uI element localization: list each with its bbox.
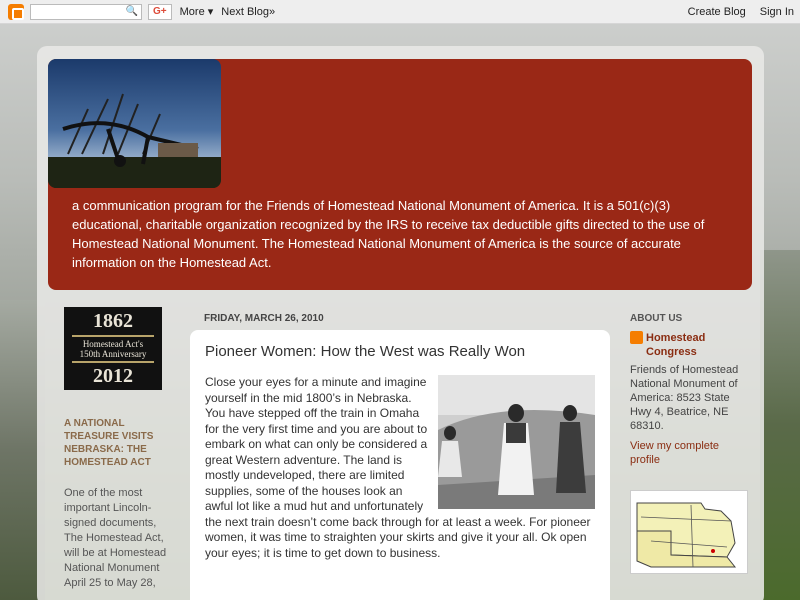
badge-line1: Homestead Act's bbox=[82, 339, 144, 349]
view-profile-link[interactable]: View my complete profile bbox=[630, 440, 720, 466]
header-plow-photo[interactable] bbox=[48, 59, 221, 188]
blogger-navbar bbox=[0, 0, 800, 24]
post-body bbox=[205, 375, 595, 561]
profile-description: Friends of Homestead National Monument of America: 8523 State Hwy 4, Beatrice, NE 68310. bbox=[630, 364, 739, 432]
anniversary-badge[interactable] bbox=[64, 307, 162, 390]
badge-year-top: 1862 bbox=[93, 310, 133, 332]
badge-line2: 150th Anniversary bbox=[79, 349, 147, 359]
about-us-heading: ABOUT US bbox=[630, 313, 683, 324]
search-icon[interactable]: 🔍 bbox=[125, 6, 138, 17]
post-body-text: Close your eyes for a minute and imagine yourself in the mid 1800’s in Nebraska. You have stepped off the train in Omaha for the very first time and you are about to embark on what can only be considered a great Western adventure. The land is mostly undeveloped, there are limited supplies, some of the houses look an awful lot like a mud hut and unfortunately the next train doesn’t come back through for at least a week. For pioneer women, it was time to straighten your skirts and give it your all. Ok open your eyes; it is time to get down to business. bbox=[205, 375, 591, 560]
profile-name-link[interactable]: Homestead Congress bbox=[646, 332, 706, 358]
badge-year-bottom: 2012 bbox=[93, 365, 133, 387]
background-trees-right bbox=[760, 250, 800, 600]
nebraska-map-image[interactable] bbox=[630, 490, 748, 574]
badge-divider bbox=[72, 361, 154, 363]
google-plus-button[interactable]: G+ bbox=[148, 4, 172, 20]
create-blog-link[interactable]: Create Blog bbox=[687, 5, 746, 18]
more-menu[interactable]: More ▾ bbox=[179, 6, 214, 18]
next-blog-link[interactable]: Next Blog» bbox=[221, 5, 276, 18]
sign-in-link[interactable]: Sign In bbox=[759, 5, 794, 18]
blogger-logo-icon[interactable] bbox=[8, 4, 24, 20]
sidebar-heading: A NATIONAL TREASURE VISITS NEBRASKA: THE HOMESTEAD ACT bbox=[64, 418, 154, 468]
sidebar-text: One of the most important Lincoln-signed documents, The Homestead Act, will be at Homestead National Monument April 25 to May 28, bbox=[64, 487, 167, 589]
post-date: FRIDAY, MARCH 26, 2010 bbox=[204, 313, 324, 324]
search-input[interactable] bbox=[30, 4, 142, 20]
blogger-profile-icon bbox=[630, 331, 643, 344]
badge-divider bbox=[72, 335, 154, 337]
blog-description: a communication program for the Friends of Homestead National Monument of America. It is a 501(c)(3) educational, charitable organization recognized by the IRS to receive tax deductible gifts directed to the use of Homestead National Monument. The Homestead National Monument of America is the source of accurate information on the Homestead Act. bbox=[72, 198, 705, 270]
pioneer-women-photo[interactable] bbox=[438, 375, 595, 509]
post-title[interactable]: Pioneer Women: How the West was Really Won bbox=[205, 343, 526, 360]
